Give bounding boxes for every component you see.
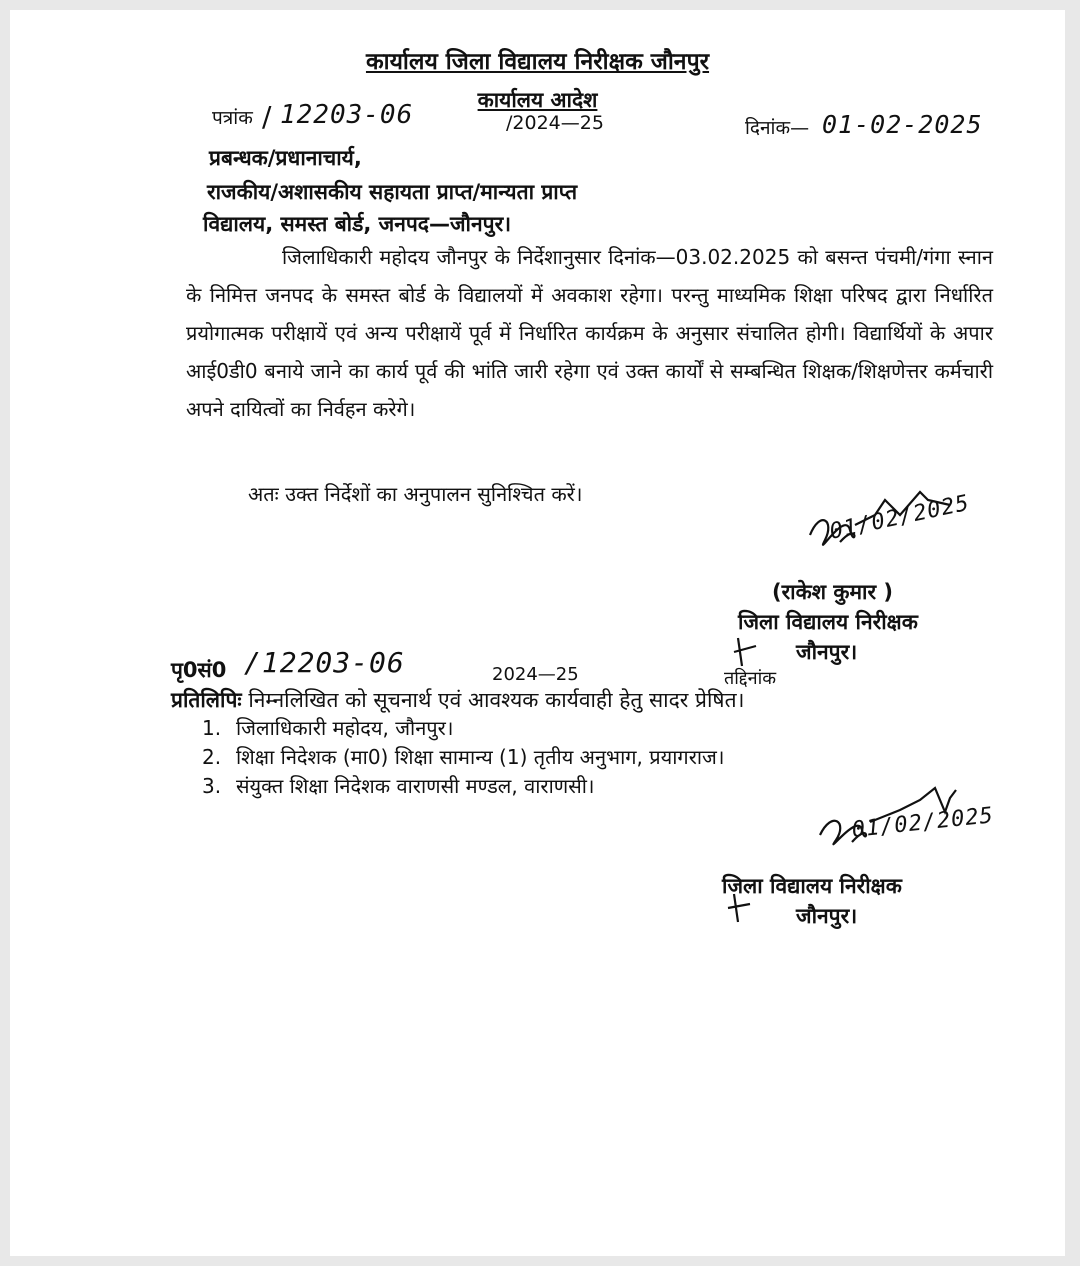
- copy-intro: [171, 686, 745, 714]
- order-title: कार्यालय आदेश: [477, 88, 598, 112]
- signatory-name: (राकेश कुमार ): [772, 580, 893, 604]
- signatory-designation: जिला विद्यालय निरीक्षक: [738, 610, 918, 634]
- office-title: कार्यालय जिला विद्यालय निरीक्षक जौनपुर: [365, 49, 710, 75]
- addressee-line-1: प्रबन्धक/प्रधानाचार्य,: [209, 146, 362, 170]
- addressee-line-2: राजकीय/अशासकीय सहायता प्राप्त/मान्यता प्राप्त: [207, 180, 578, 204]
- initial-mark-1: [732, 636, 762, 670]
- signature-date-2: 01/02/2025: [850, 803, 995, 843]
- list-item: 3. संयुक्त शिक्षा निदेशक वाराणसी मण्डल, वाराणसी।: [202, 774, 595, 798]
- copy-ref-label: पृ0सं0: [171, 658, 227, 682]
- patrank-label: पत्रांक: [212, 107, 253, 129]
- list-item: 2. शिक्षा निदेशक (मा0) शिक्षा सामान्य (1) तृतीय अनुभाग, प्रयागराज।: [202, 745, 725, 769]
- patrank-session: /2024—25: [506, 112, 604, 134]
- copy-intro-label: प्रतिलिपिः: [171, 688, 242, 712]
- order-body-paragraph: जिलाधिकारी महोदय जौनपुर के निर्देशानुसार दिनांक—03.02.2025 को बसन्त पंचमी/गंगा स्नान के निमित्त जनपद के समस्त बोर्ड के विद्यालयों में अवकाश रहेगा। परन्तु माध्यमिक शिक्षा परिषद द्वारा निर्धारित प्रयोगात्मक परीक्षायें एवं अन्य परीक्षायें पूर्व में निर्धारित कार्यक्रम के अनुसार संचालित होगी। विद्यार्थियों के अपार आई0डी0 बनाये जाने का कार्य पूर्व की भांति जारी रहेगा एवं उक्त कार्यों से सम्बन्धित शिक्षक/शिक्षणेत्तर कर्मचारी अपने दायित्वों का निर्वहन करेगे।: [186, 245, 993, 421]
- signatory-place-2: जौनपुर।: [796, 904, 858, 928]
- order-date: 01-02-2025: [822, 110, 983, 139]
- initial-mark-2: [726, 892, 756, 926]
- copy-recipient-list: [202, 714, 724, 801]
- copy-session: 2024—25: [492, 664, 579, 685]
- order-closing-line: अतः उक्त निर्देशों का अनुपालन सुनिश्चित करें।: [248, 482, 583, 506]
- signatory-designation-2: जिला विद्यालय निरीक्षक: [722, 874, 902, 898]
- document-page: [10, 10, 1065, 1256]
- tad-dinank: तद्दिनांक: [724, 668, 777, 689]
- addressee-line-3: विद्यालय, समस्त बोर्ड, जनपद—जौनपुर।: [203, 212, 512, 236]
- signatory-place: जौनपुर।: [796, 640, 858, 664]
- patrank-number: 12203-06: [280, 100, 414, 130]
- dinank-label: दिनांक—: [745, 117, 810, 139]
- copy-ref-number: /12203-06: [244, 646, 405, 679]
- copy-intro-text: निम्नलिखित को सूचनार्थ एवं आवश्यक कार्यवाही हेतु सादर प्रेषित।: [241, 688, 745, 712]
- list-item: 1. जिलाधिकारी महोदय, जौनपुर।: [202, 716, 454, 740]
- patrank-slash: /: [262, 100, 272, 133]
- signature-date-1: 01/02/2025: [827, 490, 972, 545]
